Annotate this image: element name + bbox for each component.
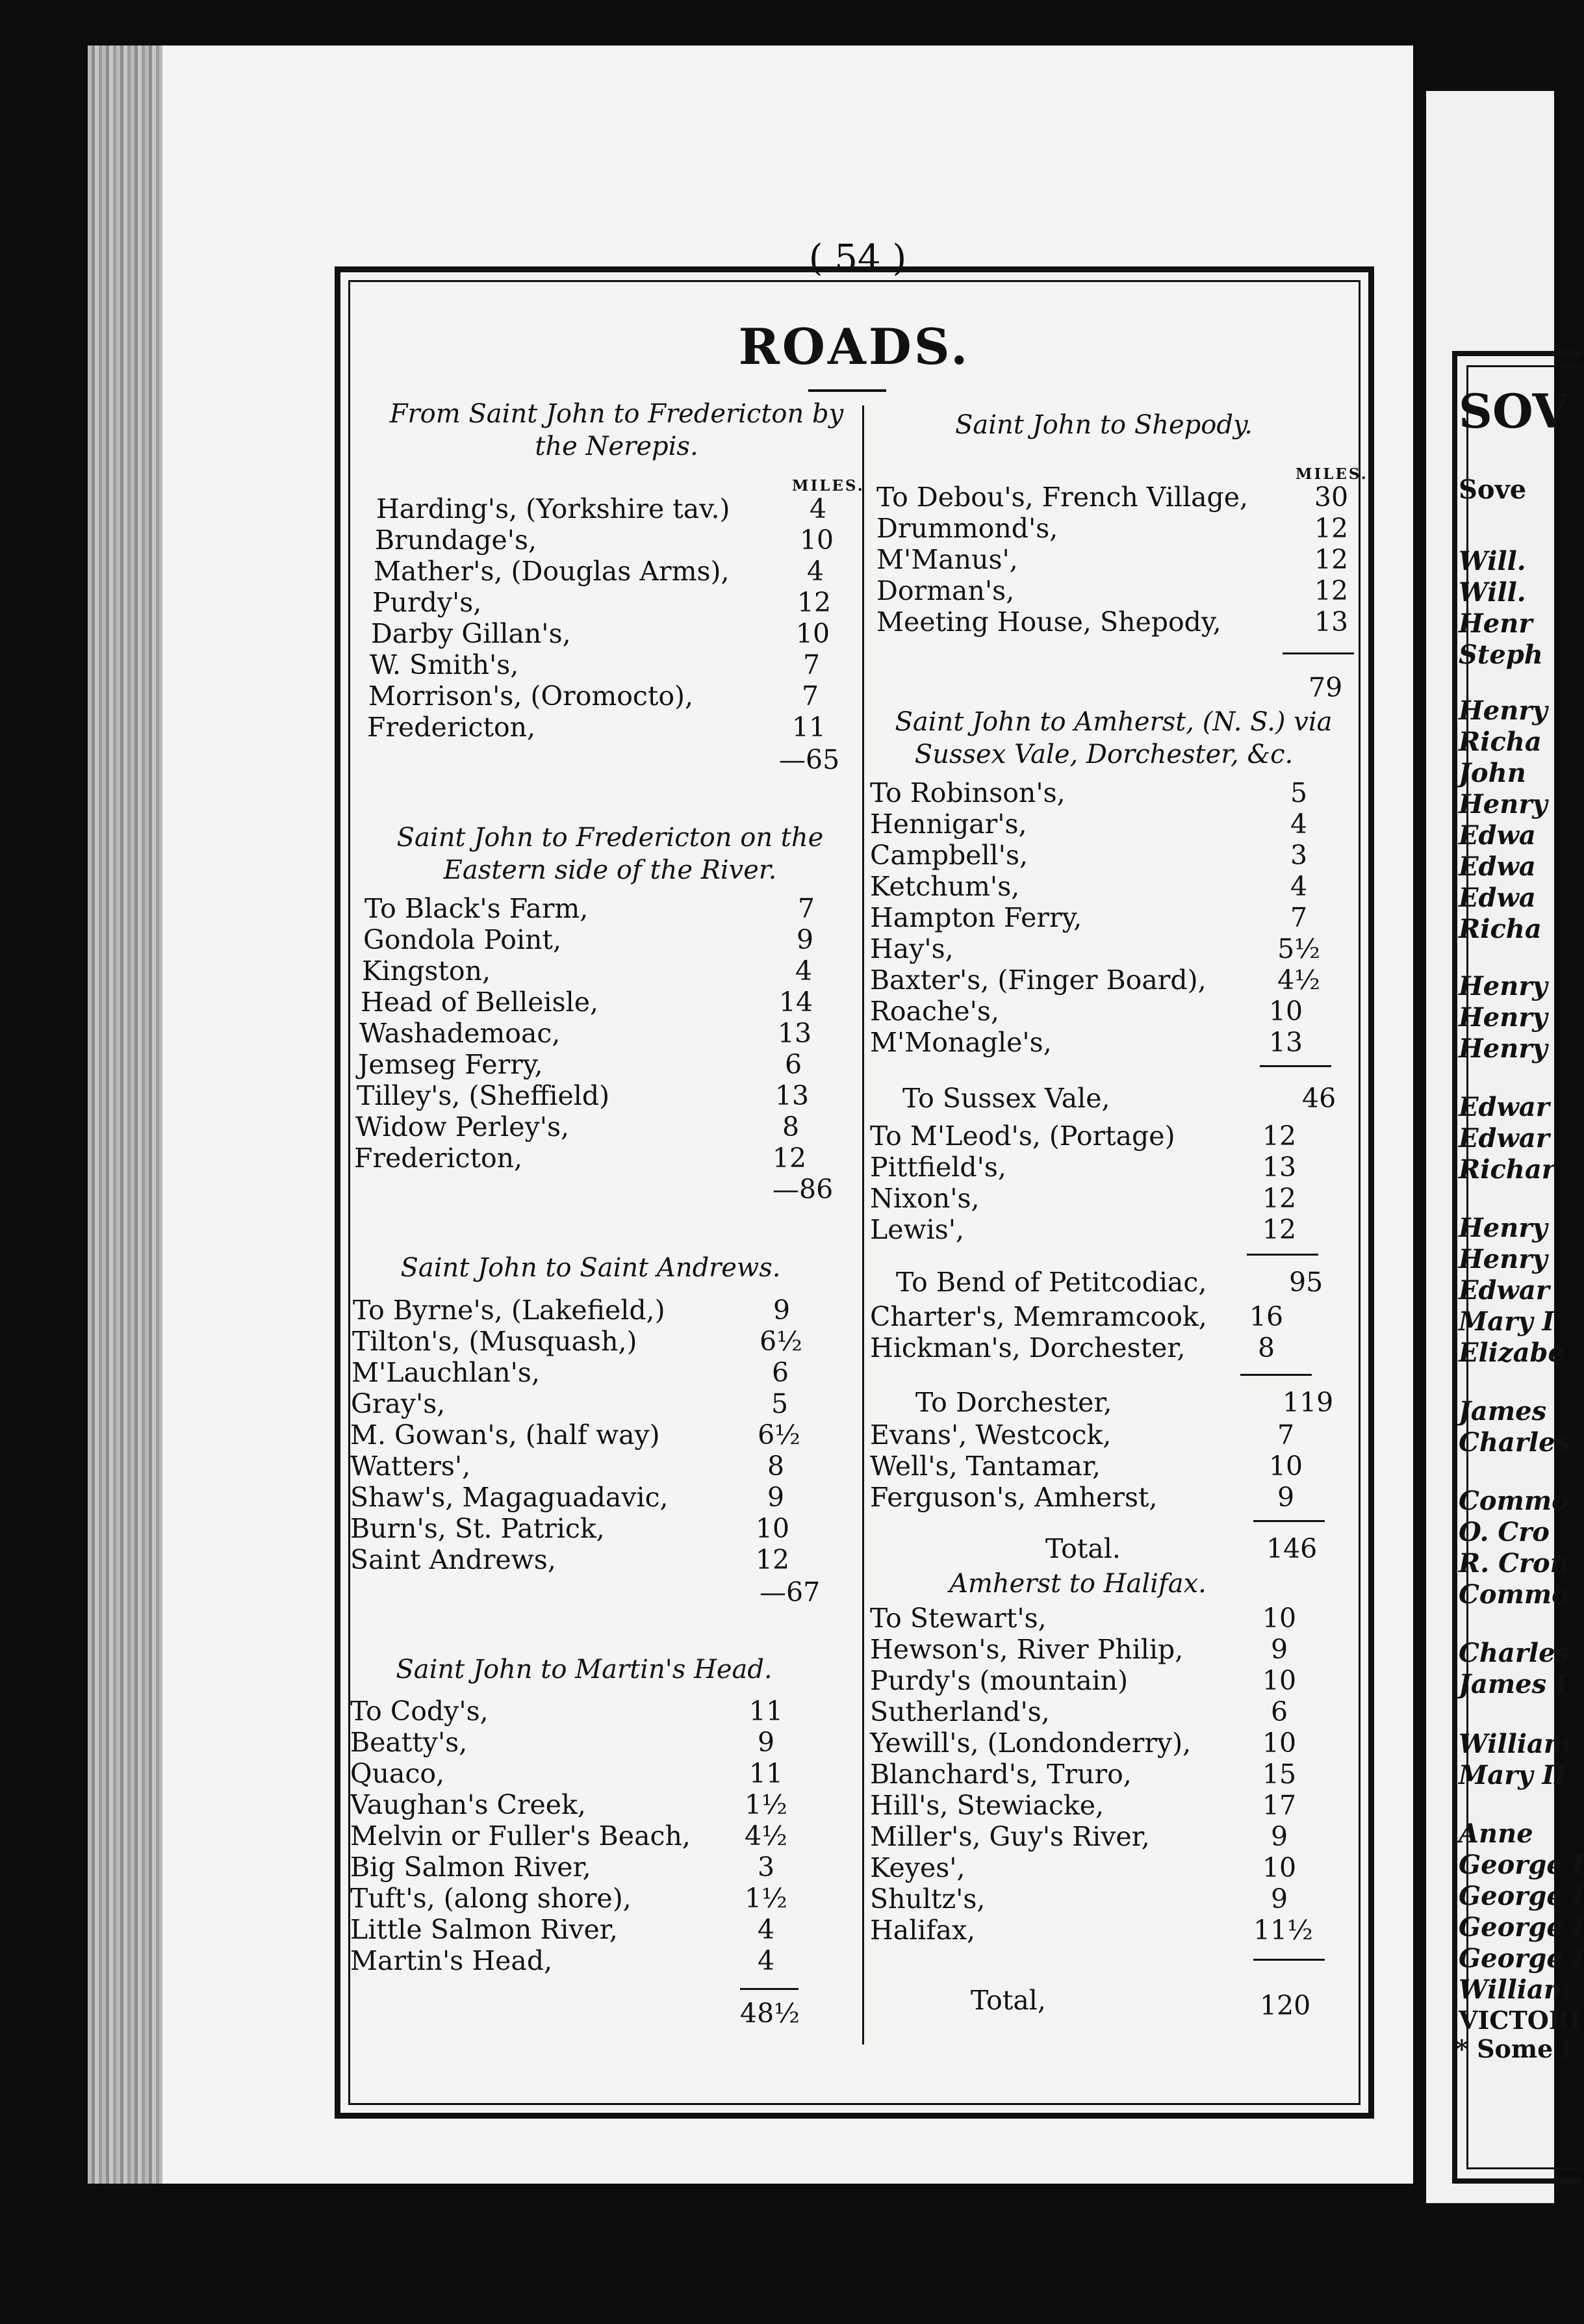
list-item	[870, 1183, 1357, 1214]
place-name: Hill's, Stewiacke,	[870, 1790, 1105, 1821]
miles-value: 6	[784, 1049, 802, 1080]
miles-value: 4	[795, 955, 813, 987]
facing-page-line: Henr	[1459, 608, 1533, 639]
facing-page-line: John	[1459, 758, 1526, 788]
place-name: Hickman's, Dorchester,	[870, 1332, 1186, 1363]
miles-value: 12	[1314, 575, 1349, 606]
list-item	[876, 575, 1364, 606]
facing-page-line: James I	[1459, 1669, 1568, 1699]
route-title-cont: the Nerepis.	[535, 432, 698, 461]
miles-value: 1½	[745, 1883, 787, 1914]
facing-page-line: Will.	[1459, 577, 1526, 608]
miles-value: 7	[1290, 902, 1308, 933]
list-item	[359, 1018, 847, 1049]
subtotal-label: To Bend of Petitcodiac,	[896, 1267, 1207, 1298]
place-name: Gondola Point,	[363, 924, 561, 955]
list-item	[350, 1945, 837, 1976]
facing-page-line: George I	[1459, 1912, 1584, 1943]
place-name: Lewis',	[870, 1214, 965, 1245]
route-title: Saint John to Shepody.	[955, 410, 1253, 440]
facing-page-line: O. Cro	[1459, 1517, 1550, 1547]
facing-page-line: Henry	[1459, 1244, 1548, 1274]
miles-value: 5	[771, 1388, 789, 1419]
miles-value: 4	[1290, 808, 1308, 840]
list-item	[374, 556, 861, 587]
miles-value: 9	[757, 1727, 775, 1758]
miles-value: 12	[1314, 544, 1349, 575]
facing-page-line: James	[1459, 1396, 1547, 1427]
route-title: From Saint John to Fredericton by	[389, 399, 844, 429]
list-item	[351, 1388, 838, 1419]
facing-page-line: R. Cron	[1459, 1548, 1569, 1579]
list-item	[870, 1852, 1357, 1883]
route-total: —86	[773, 1174, 834, 1205]
route-total: —67	[760, 1577, 821, 1608]
list-item	[367, 712, 854, 743]
list-item	[350, 1513, 837, 1544]
list-item	[364, 893, 852, 924]
miles-value: 1½	[745, 1789, 787, 1820]
total-value: 120	[1260, 1990, 1311, 2021]
place-name: Widow Perley's,	[355, 1111, 570, 1143]
list-item	[876, 513, 1364, 544]
miles-value: 11	[748, 1696, 784, 1727]
total-label: Total,	[971, 1985, 1046, 2016]
miles-value: 14	[778, 987, 813, 1018]
list-item	[870, 871, 1357, 902]
place-name: Pittfield's,	[870, 1152, 1006, 1183]
miles-value: 12	[797, 587, 832, 618]
route-title: Saint John to Saint Andrews.	[400, 1253, 781, 1283]
total-label: Total.	[1045, 1533, 1121, 1564]
place-name: Evans', Westcock,	[870, 1419, 1112, 1451]
miles-value: 4½	[745, 1820, 787, 1852]
place-name: Hewson's, River Philip,	[870, 1634, 1184, 1665]
facing-page-line: George I	[1459, 1881, 1584, 1911]
facing-page-title: SOV	[1459, 383, 1569, 439]
facing-page-line: VICTORI	[1459, 2006, 1581, 2035]
list-item	[350, 1451, 837, 1482]
place-name: Meeting House, Shepody,	[876, 606, 1221, 638]
place-name: Harding's, (Yorkshire tav.)	[376, 493, 730, 524]
list-item	[350, 1727, 837, 1758]
place-name: Ketchum's,	[870, 871, 1020, 902]
facing-page-line: Anne	[1459, 1818, 1533, 1849]
place-name: Big Salmon River,	[350, 1852, 591, 1883]
miles-value: 4	[1290, 871, 1308, 902]
miles-value: 9	[796, 924, 814, 955]
facing-page-line: Henry	[1459, 1213, 1548, 1243]
miles-value: 10	[1262, 1852, 1297, 1883]
miles-value: 13	[777, 1018, 812, 1049]
miles-value: 9	[1270, 1883, 1288, 1915]
miles-value: 13	[1268, 1027, 1303, 1058]
sum-rule	[1240, 1374, 1312, 1376]
place-name: Saint Andrews,	[350, 1544, 556, 1575]
list-item	[870, 1883, 1357, 1915]
place-name: Beatty's,	[350, 1727, 468, 1758]
place-name: Halifax,	[870, 1915, 976, 1946]
route-title-cont: Eastern side of the River.	[443, 855, 777, 885]
miles-value: 9	[767, 1482, 785, 1513]
sum-rule	[740, 1988, 798, 1990]
book-spine-edge	[88, 45, 166, 2184]
miles-value: 15	[1262, 1759, 1297, 1790]
list-item	[870, 1301, 1357, 1332]
place-name: M. Gowan's, (half way)	[350, 1419, 660, 1451]
place-name: Fredericton,	[354, 1143, 523, 1174]
list-item	[353, 1295, 840, 1326]
list-item	[350, 1482, 837, 1513]
place-name: Baxter's, (Finger Board),	[870, 964, 1207, 996]
facing-page-line: Elizabe	[1459, 1337, 1565, 1368]
miles-value: 12	[1314, 513, 1349, 544]
place-name: Kingston,	[362, 955, 491, 987]
miles-value: 11	[748, 1758, 784, 1789]
miles-value: 12	[1262, 1214, 1297, 1245]
list-item	[870, 840, 1357, 871]
place-name: Keyes',	[870, 1852, 965, 1883]
list-item	[361, 987, 848, 1018]
place-name: Melvin or Fuller's Beach,	[350, 1820, 691, 1852]
place-name: Well's, Tantamar,	[870, 1451, 1101, 1482]
miles-value: 5	[1290, 777, 1308, 808]
route-title: Saint John to Fredericton on the	[396, 823, 824, 853]
list-item	[870, 1152, 1357, 1183]
list-item	[350, 1696, 837, 1727]
facing-page-footnote: * Some l	[1455, 2034, 1571, 2063]
list-item	[870, 996, 1357, 1027]
sum-rule	[1247, 1254, 1318, 1256]
list-item	[350, 1852, 837, 1883]
miles-value: 8	[1257, 1332, 1275, 1363]
subtotal-label: To Dorchester,	[915, 1387, 1112, 1418]
place-name: Watters',	[350, 1451, 471, 1482]
list-item	[876, 606, 1364, 638]
miles-value: 6½	[758, 1419, 800, 1451]
list-item	[352, 1326, 839, 1357]
miles-value: 16	[1249, 1301, 1284, 1332]
place-name: Campbell's,	[870, 840, 1028, 871]
route-total: 48½	[740, 1998, 800, 2029]
list-item	[870, 964, 1357, 996]
facing-page-line: George I	[1459, 1943, 1584, 1974]
miles-value: 4	[806, 556, 824, 587]
place-name: Dorman's,	[876, 575, 1015, 606]
facing-page-line: Richa	[1459, 727, 1542, 757]
column-divider	[862, 406, 864, 2045]
place-name: M'Lauchlan's,	[351, 1357, 541, 1388]
roads-table-inner-border	[348, 280, 1368, 2105]
list-item	[350, 1914, 837, 1945]
miles-value: 8	[782, 1111, 800, 1143]
list-item	[350, 1789, 837, 1820]
place-name: Quaco,	[350, 1758, 445, 1789]
list-item	[372, 587, 860, 618]
place-name: Tilton's, (Musquash,)	[352, 1326, 637, 1357]
place-name: Fredericton,	[367, 712, 536, 743]
list-item	[375, 524, 862, 556]
miles-value: 7	[797, 893, 815, 924]
facing-page-line: Henry	[1459, 971, 1548, 1001]
facing-page-line: William	[1459, 1974, 1572, 2005]
facing-page	[1426, 91, 1584, 2203]
miles-value: 10	[799, 524, 834, 556]
place-name: Hampton Ferry,	[870, 902, 1082, 933]
place-name: To Debou's, French Village,	[876, 482, 1249, 513]
list-item	[870, 1419, 1357, 1451]
place-name: Hennigar's,	[870, 808, 1027, 840]
place-name: W. Smith's,	[370, 649, 519, 680]
miles-value: 12	[755, 1544, 790, 1575]
place-name: Sutherland's,	[870, 1696, 1050, 1727]
miles-value: 10	[1268, 996, 1303, 1027]
page-number: ( 54 )	[808, 237, 907, 279]
miles-column-header: MILES.	[792, 477, 865, 495]
list-item	[870, 1214, 1357, 1245]
list-item	[350, 1758, 837, 1789]
place-name: Hay's,	[870, 933, 954, 964]
miles-value: 12	[1262, 1120, 1297, 1152]
place-name: Jemseg Ferry,	[358, 1049, 543, 1080]
miles-value: 10	[1262, 1727, 1297, 1759]
facing-page-line: Mary II	[1459, 1760, 1566, 1790]
place-name: To Robinson's,	[870, 777, 1066, 808]
list-item	[870, 777, 1357, 808]
facing-page-line: Commo	[1459, 1579, 1569, 1610]
place-name: Washademoac,	[359, 1018, 561, 1049]
list-item	[355, 1111, 843, 1143]
list-item	[870, 808, 1357, 840]
place-name: Martin's Head,	[350, 1945, 553, 1976]
list-item	[870, 1665, 1357, 1696]
miles-column-header: MILES.	[1296, 465, 1368, 483]
list-item	[358, 1049, 845, 1080]
place-name: Mather's, (Douglas Arms),	[374, 556, 730, 587]
route-title-cont: Sussex Vale, Dorchester, &c.	[914, 740, 1294, 769]
list-item	[368, 680, 856, 712]
list-item	[376, 493, 863, 524]
route-title: Saint John to Martin's Head.	[396, 1655, 773, 1685]
place-name: Purdy's (mountain)	[870, 1665, 1129, 1696]
place-name: Drummond's,	[876, 513, 1058, 544]
place-name: To Black's Farm,	[364, 893, 589, 924]
miles-value: 10	[1262, 1665, 1297, 1696]
miles-value: 6	[1270, 1696, 1288, 1727]
place-name: Roache's,	[870, 996, 999, 1027]
miles-value: 13	[1262, 1152, 1297, 1183]
place-name: Burn's, St. Patrick,	[350, 1513, 605, 1544]
miles-value: 17	[1262, 1790, 1297, 1821]
place-name: Head of Belleisle,	[361, 987, 599, 1018]
sum-rule	[1253, 1959, 1325, 1961]
facing-page-line: Charles	[1459, 1638, 1570, 1668]
place-name: Blanchard's, Truro,	[870, 1759, 1132, 1790]
list-item	[870, 1027, 1357, 1058]
facing-page-line: Edwa	[1459, 883, 1536, 913]
miles-value: 7	[802, 649, 821, 680]
route-total: —65	[779, 744, 840, 775]
list-item	[870, 1790, 1357, 1821]
miles-value: 12	[772, 1143, 807, 1174]
miles-value: 4	[809, 493, 827, 524]
list-item	[371, 618, 858, 649]
place-name: Little Salmon River,	[350, 1914, 618, 1945]
facing-page-line: Edwar	[1459, 1092, 1550, 1122]
facing-page-line: Henry	[1459, 1033, 1548, 1064]
miles-value: 6	[771, 1357, 789, 1388]
facing-page-line: George I	[1459, 1850, 1584, 1880]
place-name: To Cody's,	[350, 1696, 489, 1727]
place-name: M'Manus',	[876, 544, 1018, 575]
facing-page-line: William	[1459, 1729, 1572, 1759]
miles-value: 10	[795, 618, 830, 649]
miles-value: 4	[757, 1914, 775, 1945]
miles-value: 4½	[1277, 964, 1320, 996]
list-item	[870, 1634, 1357, 1665]
route-title: Saint John to Amherst, (N. S.) via	[895, 707, 1333, 737]
route-total: 79	[1309, 672, 1343, 703]
miles-value: 13	[1314, 606, 1349, 638]
facing-page-line: Henry	[1459, 789, 1548, 820]
miles-value: 6½	[760, 1326, 802, 1357]
miles-value: 3	[757, 1852, 775, 1883]
place-name: Miller's, Guy's River,	[870, 1821, 1150, 1852]
list-item	[357, 1080, 844, 1111]
miles-value: 5½	[1277, 933, 1320, 964]
title-rule	[808, 389, 886, 392]
miles-value: 9	[773, 1295, 791, 1326]
facing-page-line: Edwa	[1459, 820, 1536, 851]
route-title: Amherst to Halifax.	[949, 1569, 1207, 1599]
miles-value: 7	[801, 680, 819, 712]
miles-value: 13	[774, 1080, 810, 1111]
miles-value: 9	[1270, 1634, 1288, 1665]
miles-value: 4	[757, 1945, 775, 1976]
miles-value: 10	[1262, 1603, 1297, 1634]
facing-page-line: Edwa	[1459, 851, 1536, 882]
subtotal-value: 95	[1289, 1267, 1323, 1298]
miles-value: 9	[1277, 1482, 1295, 1513]
list-item	[876, 544, 1364, 575]
list-item	[354, 1143, 841, 1174]
list-item	[870, 1696, 1357, 1727]
miles-value: 30	[1314, 482, 1349, 513]
list-item	[350, 1820, 837, 1852]
list-item	[870, 902, 1357, 933]
list-item	[362, 955, 849, 987]
miles-value: 11½	[1253, 1915, 1313, 1946]
list-item	[870, 1120, 1357, 1152]
miles-value: 10	[755, 1513, 790, 1544]
sum-rule	[1260, 1065, 1331, 1067]
place-name: Gray's,	[351, 1388, 446, 1419]
place-name: To Byrne's, (Lakefield,)	[353, 1295, 665, 1326]
list-item	[870, 1332, 1357, 1363]
miles-value: 3	[1290, 840, 1308, 871]
place-name: To M'Leod's, (Portage)	[870, 1120, 1175, 1152]
facing-page-line: Edwar	[1459, 1275, 1550, 1306]
place-name: Ferguson's, Amherst,	[870, 1482, 1158, 1513]
list-item	[870, 1603, 1357, 1634]
miles-value: 12	[1262, 1183, 1297, 1214]
place-name: Morrison's, (Oromocto),	[368, 680, 694, 712]
sum-rule	[1253, 1520, 1325, 1522]
list-item	[870, 1727, 1357, 1759]
place-name: M'Monagle's,	[870, 1027, 1052, 1058]
place-name: Darby Gillan's,	[371, 618, 571, 649]
place-name: Nixon's,	[870, 1183, 980, 1214]
facing-page-subtitle: Sove	[1459, 474, 1527, 505]
facing-page-line: Henry	[1459, 1002, 1548, 1033]
facing-page-line: Mary I	[1459, 1306, 1555, 1337]
facing-page-line: Will.	[1459, 546, 1526, 576]
facing-page-line: Charles	[1459, 1427, 1570, 1458]
list-item	[870, 1915, 1357, 1946]
total-value: 146	[1266, 1533, 1318, 1564]
place-name: Yewill's, (Londonderry),	[870, 1727, 1192, 1759]
sum-rule	[1283, 652, 1354, 654]
page-title: ROADS.	[738, 318, 971, 376]
list-item	[870, 1821, 1357, 1852]
facing-page-line: Edwar	[1459, 1123, 1550, 1154]
list-item	[870, 933, 1357, 964]
list-item	[876, 482, 1364, 513]
miles-value: 8	[767, 1451, 785, 1482]
facing-page-line: Commo	[1459, 1486, 1569, 1516]
list-item	[350, 1883, 837, 1914]
list-item	[363, 924, 850, 955]
subtotal-value: 119	[1283, 1387, 1334, 1418]
list-item	[350, 1544, 837, 1575]
subtotal-value: 46	[1302, 1083, 1336, 1114]
list-item	[870, 1451, 1357, 1482]
place-name: Purdy's,	[372, 587, 482, 618]
facing-page-line: Henry	[1459, 695, 1548, 726]
list-item	[351, 1357, 839, 1388]
facing-page-line: Richar	[1459, 1154, 1555, 1185]
miles-value: 7	[1277, 1419, 1295, 1451]
place-name: Tuft's, (along shore),	[350, 1883, 632, 1914]
list-item	[370, 649, 857, 680]
place-name: Tilley's, (Sheffield)	[357, 1080, 610, 1111]
list-item	[870, 1759, 1357, 1790]
place-name: Vaughan's Creek,	[350, 1789, 586, 1820]
place-name: Charter's, Memramcook,	[870, 1301, 1207, 1332]
facing-page-line: Steph	[1459, 639, 1543, 670]
place-name: Shaw's, Magaguadavic,	[350, 1482, 669, 1513]
miles-value: 9	[1270, 1821, 1288, 1852]
place-name: Shultz's,	[870, 1883, 986, 1915]
list-item	[870, 1482, 1357, 1513]
place-name: To Stewart's,	[870, 1603, 1047, 1634]
place-name: Brundage's,	[375, 524, 537, 556]
roads-table-frame	[335, 266, 1374, 2119]
facing-page-line: Richa	[1459, 914, 1542, 944]
miles-value: 11	[791, 712, 826, 743]
list-item	[350, 1419, 837, 1451]
subtotal-label: To Sussex Vale,	[902, 1083, 1110, 1114]
miles-value: 10	[1268, 1451, 1303, 1482]
